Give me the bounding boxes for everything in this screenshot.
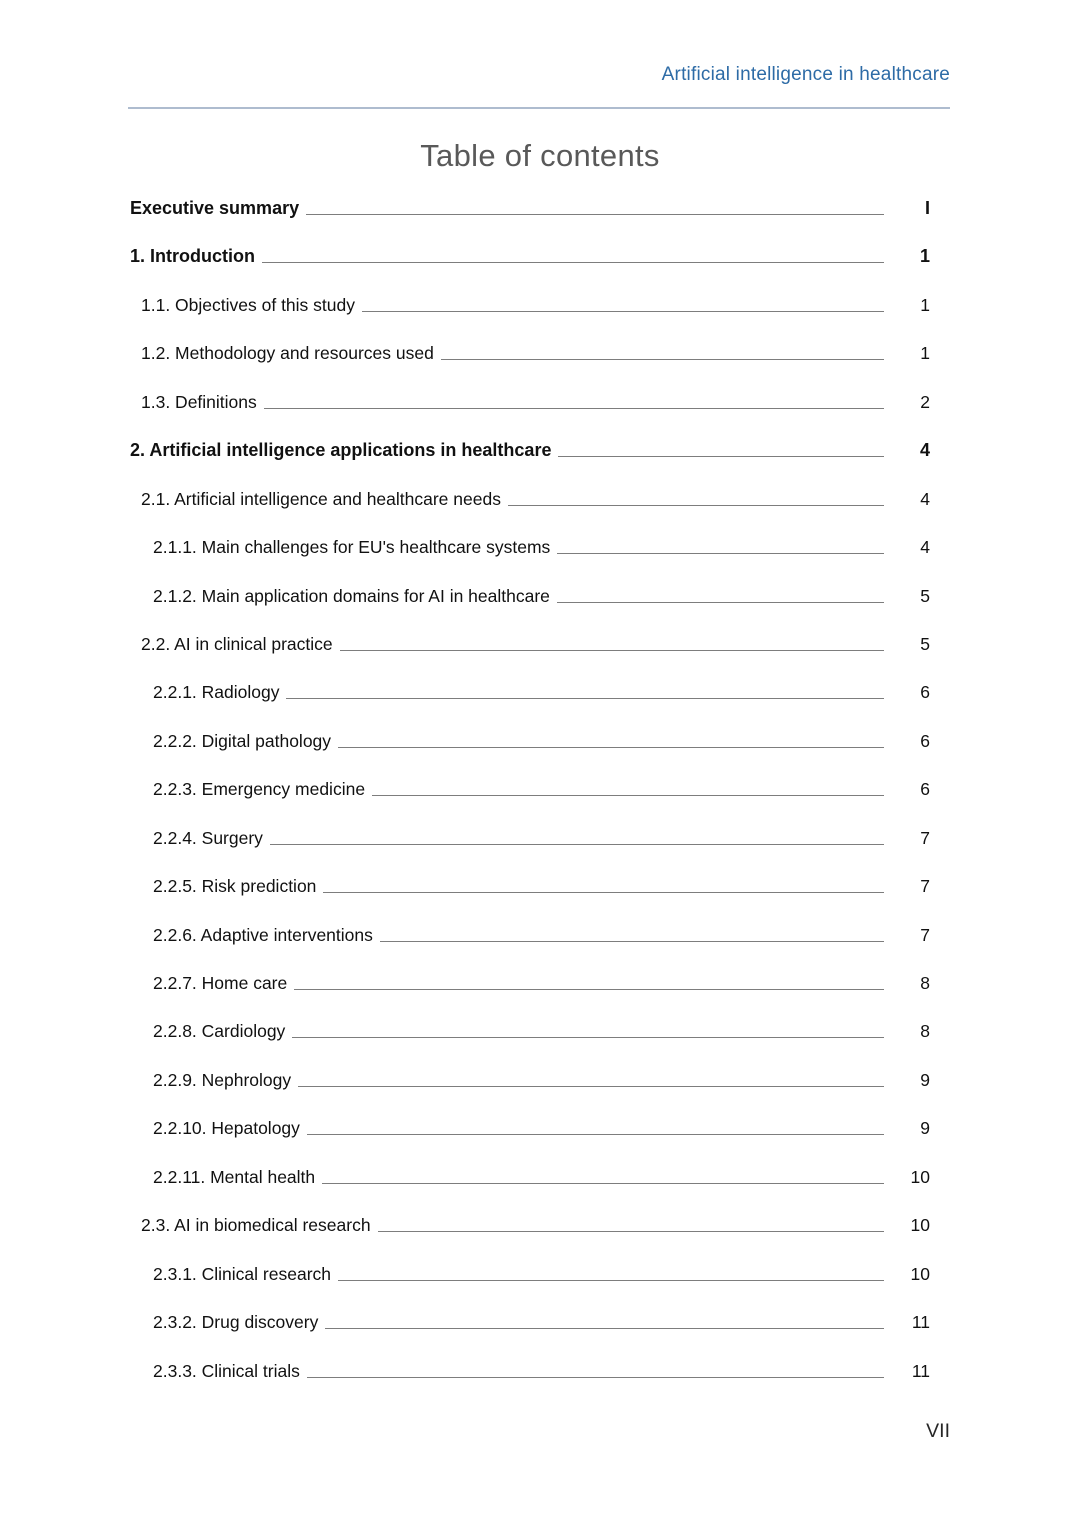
toc-entry-label: 2.2.5. Risk prediction	[153, 876, 317, 897]
toc-entry-page: 7	[920, 924, 930, 945]
toc-entry-label: 2.2.6. Adaptive interventions	[153, 924, 373, 945]
toc-leader-line	[307, 1117, 884, 1135]
toc-leader-line	[380, 924, 884, 942]
toc-entry[interactable]	[130, 681, 930, 729]
toc-entry-page: 8	[920, 1021, 930, 1042]
toc-leader-line	[323, 875, 884, 893]
toc-leader-line	[322, 1166, 884, 1184]
toc-entry[interactable]	[130, 633, 930, 681]
toc-leader-line	[558, 439, 884, 457]
toc-entry-label: 2.3.3. Clinical trials	[153, 1360, 300, 1381]
toc-entry-label: Executive summary	[130, 198, 300, 218]
page-number: VII	[926, 1420, 950, 1442]
toc-leader-line	[557, 536, 884, 554]
toc-entry-page: 1	[920, 343, 930, 364]
toc-entry-label: 2.2.9. Nephrology	[153, 1069, 292, 1090]
toc-entry-page: 9	[920, 1118, 930, 1139]
toc-entry[interactable]	[130, 1360, 930, 1408]
toc-entry[interactable]	[130, 294, 930, 342]
toc-entry[interactable]	[130, 488, 930, 536]
toc-leader-line	[338, 730, 884, 748]
toc-entry-page: 10	[910, 1166, 930, 1187]
running-header: Artificial intelligence in healthcare	[661, 64, 950, 85]
toc-entry-label: 1.3. Definitions	[141, 391, 257, 412]
toc-entry[interactable]	[130, 342, 930, 390]
toc-entry-label: 2.3. AI in biomedical research	[141, 1215, 371, 1236]
toc-entry-page: 4	[920, 537, 930, 558]
toc-entry[interactable]	[130, 924, 930, 972]
toc-entry-page: 8	[920, 973, 930, 993]
toc-entry-page: 2	[920, 391, 930, 412]
toc-entry-page: 6	[920, 779, 930, 800]
toc-entry-label: 2.2.8. Cardiology	[153, 1021, 286, 1042]
toc-entry[interactable]	[130, 875, 930, 923]
toc-entry-label: 1.1. Objectives of this study	[141, 294, 355, 315]
toc-entry-label: 2.2.1. Radiology	[153, 682, 280, 703]
toc-leader-line	[262, 245, 884, 263]
toc-entry-label: 2.2. AI in clinical practice	[141, 633, 333, 654]
toc-entry-page: 6	[920, 682, 930, 703]
toc-leader-line	[294, 972, 884, 990]
toc-entry-page: 11	[911, 1360, 930, 1381]
page-title: Table of contents	[420, 138, 660, 173]
toc-entry-page: 4	[920, 488, 930, 509]
toc-leader-line	[325, 1311, 884, 1329]
toc-entry[interactable]	[130, 1214, 930, 1262]
toc-entry-page: 1	[919, 246, 930, 267]
toc-entry-page: 10	[910, 1215, 930, 1236]
toc-entry-label: 2.1.2. Main application domains for AI in healthcare	[153, 585, 550, 606]
header-rule	[128, 107, 950, 109]
toc-entry-label: 2.2.4. Surgery	[153, 827, 263, 848]
toc-entry[interactable]	[130, 972, 930, 1020]
toc-entry[interactable]	[130, 778, 930, 826]
toc-entry-page: I	[924, 198, 930, 218]
toc-entry[interactable]	[130, 439, 930, 487]
toc-entry[interactable]	[130, 391, 930, 439]
toc-entry-label: 2.1. Artificial intelligence and healthcare needs	[141, 488, 501, 509]
toc-entry[interactable]	[130, 1020, 930, 1068]
toc-entry-page: 7	[920, 876, 930, 897]
toc-entry-label: 2.2.2. Digital pathology	[153, 730, 332, 751]
toc-entry-label: 2.3.1. Clinical research	[153, 1263, 331, 1284]
toc-leader-line	[307, 1360, 884, 1378]
toc-entry-label: 1. Introduction	[130, 246, 255, 267]
toc-list	[130, 197, 930, 1408]
toc-leader-line	[441, 342, 884, 360]
toc-leader-line	[292, 1020, 884, 1038]
toc-entry-label: 1.2. Methodology and resources used	[141, 343, 434, 364]
toc-entry[interactable]	[130, 585, 930, 633]
toc-leader-line	[372, 778, 884, 796]
toc-entry-label: 2.3.2. Drug discovery	[153, 1312, 319, 1333]
toc-entry-label: 2.1.1. Main challenges for EU's healthcare systems	[153, 537, 551, 558]
toc-entry[interactable]	[130, 536, 930, 584]
toc-entry-label: 2.2.7. Home care	[153, 973, 288, 993]
toc-entry[interactable]	[130, 1311, 930, 1359]
toc-entry[interactable]	[130, 1263, 930, 1311]
toc-entry-page: 1	[920, 294, 930, 315]
toc-entry-page: 5	[920, 585, 930, 606]
toc-entry-label: 2.2.11. Mental health	[153, 1166, 316, 1187]
toc-entry-page: 4	[919, 440, 930, 461]
toc-leader-line	[362, 294, 884, 312]
toc-leader-line	[557, 585, 884, 603]
toc-entry-page: 6	[920, 730, 930, 751]
toc-leader-line	[378, 1214, 884, 1232]
toc-entry-page: 5	[920, 633, 930, 654]
toc-entry[interactable]	[130, 1117, 930, 1165]
toc-entry[interactable]	[130, 1069, 930, 1117]
toc-entry-page: 9	[920, 1069, 930, 1090]
toc-leader-line	[340, 633, 884, 651]
toc-entry-page: 7	[920, 827, 930, 848]
toc-entry-page: 10	[910, 1263, 930, 1284]
toc-entry-label: 2. Artificial intelligence applications in healthcare	[130, 440, 552, 461]
toc-entry[interactable]	[130, 245, 930, 293]
toc-entry[interactable]	[130, 827, 930, 875]
toc-leader-line	[286, 681, 884, 699]
toc-entry[interactable]	[130, 197, 930, 245]
toc-leader-line	[298, 1069, 884, 1087]
toc-leader-line	[508, 488, 884, 506]
toc-entry-label: 2.2.10. Hepatology	[153, 1118, 300, 1139]
toc-entry-page: 11	[911, 1312, 930, 1333]
toc-leader-line	[270, 827, 884, 845]
toc-leader-line	[264, 391, 884, 409]
toc-entry[interactable]	[130, 730, 930, 778]
toc-leader-line	[306, 197, 884, 215]
toc-leader-line	[338, 1263, 884, 1281]
toc-entry-label: 2.2.3. Emergency medicine	[153, 779, 366, 800]
toc-entry[interactable]	[130, 1166, 930, 1214]
